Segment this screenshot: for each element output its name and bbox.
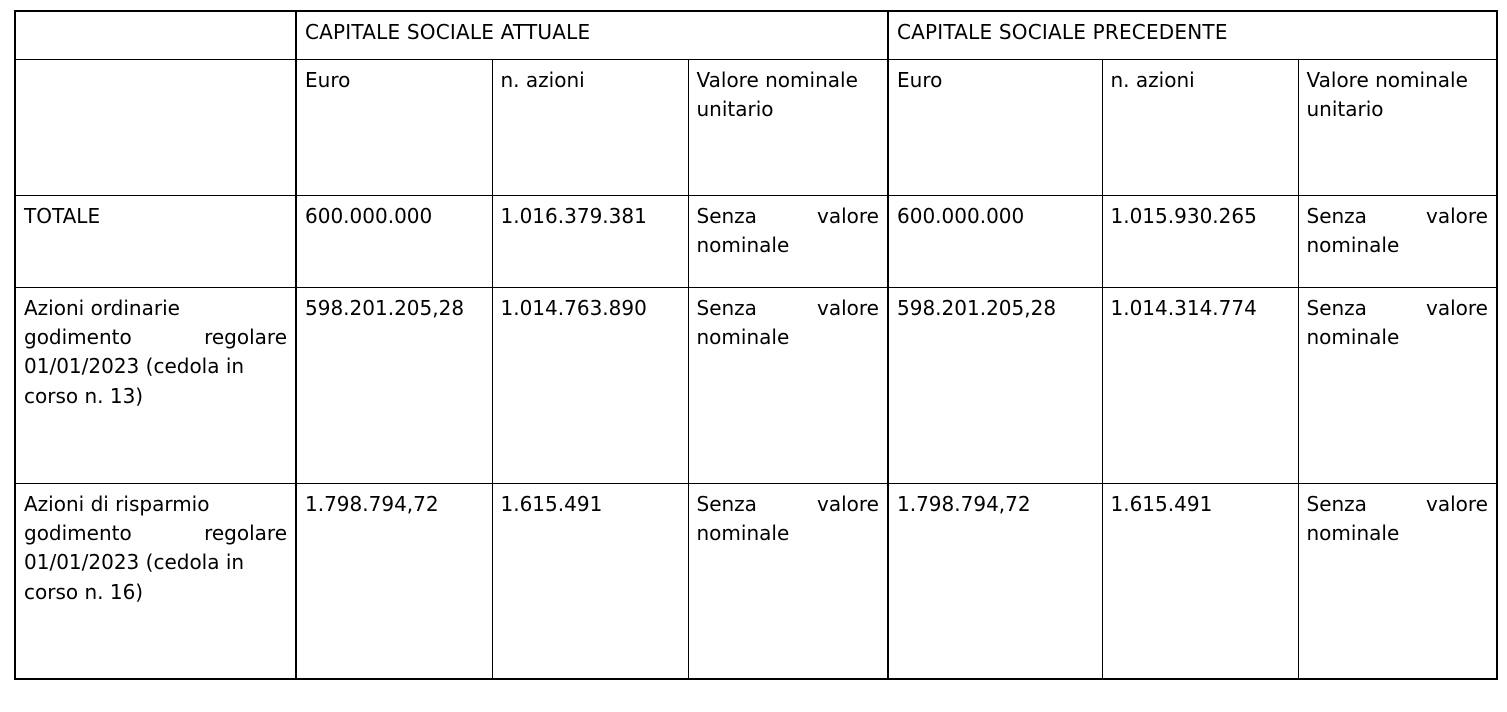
nominal-line-2: nominale <box>696 324 790 349</box>
row-label-line-2 <box>24 323 287 352</box>
sub-header-line-2: nominale <box>765 67 858 92</box>
row-label-total: TOTALE <box>15 195 296 287</box>
table-group-header-row <box>15 11 1497 59</box>
nominal-word-senza: Senza <box>696 203 757 228</box>
row-label-line-4: (cedola in corso n. 16) <box>24 550 245 604</box>
nominal-word-valore: valore <box>817 491 879 516</box>
document-page <box>0 10 1507 712</box>
row-label-word-regolare: regolare <box>204 520 287 545</box>
sub-header-line-3: unitario <box>696 96 774 121</box>
group-header-previous: CAPITALE SOCIALE PRECEDENTE <box>888 11 1497 59</box>
cell-previous-shares-ordinary: 1.014.314.774 <box>1102 287 1298 483</box>
cell-current-nominal-savings <box>688 483 888 679</box>
row-label-ordinary-shares <box>15 287 296 483</box>
nominal-line-1 <box>697 490 880 519</box>
cell-current-euro-total: 600.000.000 <box>296 195 492 287</box>
cell-previous-nominal-ordinary <box>1298 287 1497 483</box>
cell-previous-nominal-savings <box>1298 483 1497 679</box>
nominal-line-2b: nominale <box>1306 324 1400 349</box>
nominal-word-valore: valore <box>817 295 879 320</box>
table-row <box>15 195 1497 287</box>
nominal-word-senza: Senza <box>696 491 757 516</box>
row-label-savings-shares <box>15 483 296 679</box>
sub-header-line-3b: unitario <box>1306 96 1384 121</box>
table-sub-header-row <box>15 59 1497 195</box>
cell-previous-shares-total: 1.015.930.265 <box>1102 195 1298 287</box>
corner-cell-2 <box>15 59 296 195</box>
row-label-line-1: Azioni di risparmio <box>24 491 210 516</box>
nominal-line-1 <box>697 294 880 323</box>
row-label-line-2 <box>24 519 287 548</box>
cell-current-shares-ordinary: 1.014.763.890 <box>492 287 688 483</box>
nominal-line-1b <box>1307 202 1489 231</box>
capital-structure-table <box>14 10 1498 680</box>
row-label-line-3: 01/01/2023 <box>24 354 140 379</box>
table-row <box>15 287 1497 483</box>
sub-header-line-2b: nominale <box>1375 67 1468 92</box>
row-label-word-godimento: godimento <box>24 324 132 349</box>
row-label-line-4: (cedola in corso n. 13) <box>24 354 245 408</box>
sub-header-line-1b: Valore <box>1306 67 1369 92</box>
sub-header-previous-euro: Euro <box>888 59 1102 195</box>
nominal-line-2: nominale <box>696 232 790 257</box>
cell-current-shares-savings: 1.615.491 <box>492 483 688 679</box>
sub-header-line-1: Valore <box>696 67 759 92</box>
nominal-word-valore-b: valore <box>1426 203 1488 228</box>
cell-current-nominal-ordinary <box>688 287 888 483</box>
corner-cell <box>15 11 296 59</box>
cell-current-euro-ordinary: 598.201.205,28 <box>296 287 492 483</box>
row-label-line-1: Azioni ordinarie <box>24 295 180 320</box>
cell-previous-euro-total: 600.000.000 <box>888 195 1102 287</box>
nominal-word-senza-b: Senza <box>1306 295 1367 320</box>
sub-header-current-nominal-value <box>688 59 888 195</box>
cell-previous-euro-ordinary: 598.201.205,28 <box>888 287 1102 483</box>
nominal-word-senza-b: Senza <box>1306 491 1367 516</box>
row-label-word-godimento: godimento <box>24 520 132 545</box>
cell-previous-nominal-total <box>1298 195 1497 287</box>
row-label-line-3: 01/01/2023 <box>24 550 140 575</box>
nominal-line-1b <box>1307 490 1489 519</box>
nominal-line-2b: nominale <box>1306 232 1400 257</box>
nominal-word-senza-b: Senza <box>1306 203 1367 228</box>
nominal-line-1b <box>1307 294 1489 323</box>
nominal-line-1 <box>697 202 880 231</box>
nominal-line-2: nominale <box>696 520 790 545</box>
nominal-line-2b: nominale <box>1306 520 1400 545</box>
nominal-word-senza: Senza <box>696 295 757 320</box>
row-label-word-regolare: regolare <box>204 324 287 349</box>
sub-header-current-shares: n. azioni <box>492 59 688 195</box>
cell-current-nominal-total <box>688 195 888 287</box>
nominal-word-valore-b: valore <box>1426 491 1488 516</box>
sub-header-current-euro: Euro <box>296 59 492 195</box>
cell-current-shares-total: 1.016.379.381 <box>492 195 688 287</box>
sub-header-previous-nominal-value <box>1298 59 1497 195</box>
table-row <box>15 483 1497 679</box>
cell-previous-shares-savings: 1.615.491 <box>1102 483 1298 679</box>
sub-header-previous-shares: n. azioni <box>1102 59 1298 195</box>
nominal-word-valore: valore <box>817 203 879 228</box>
group-header-current: CAPITALE SOCIALE ATTUALE <box>296 11 888 59</box>
cell-previous-euro-savings: 1.798.794,72 <box>888 483 1102 679</box>
cell-current-euro-savings: 1.798.794,72 <box>296 483 492 679</box>
nominal-word-valore-b: valore <box>1426 295 1488 320</box>
